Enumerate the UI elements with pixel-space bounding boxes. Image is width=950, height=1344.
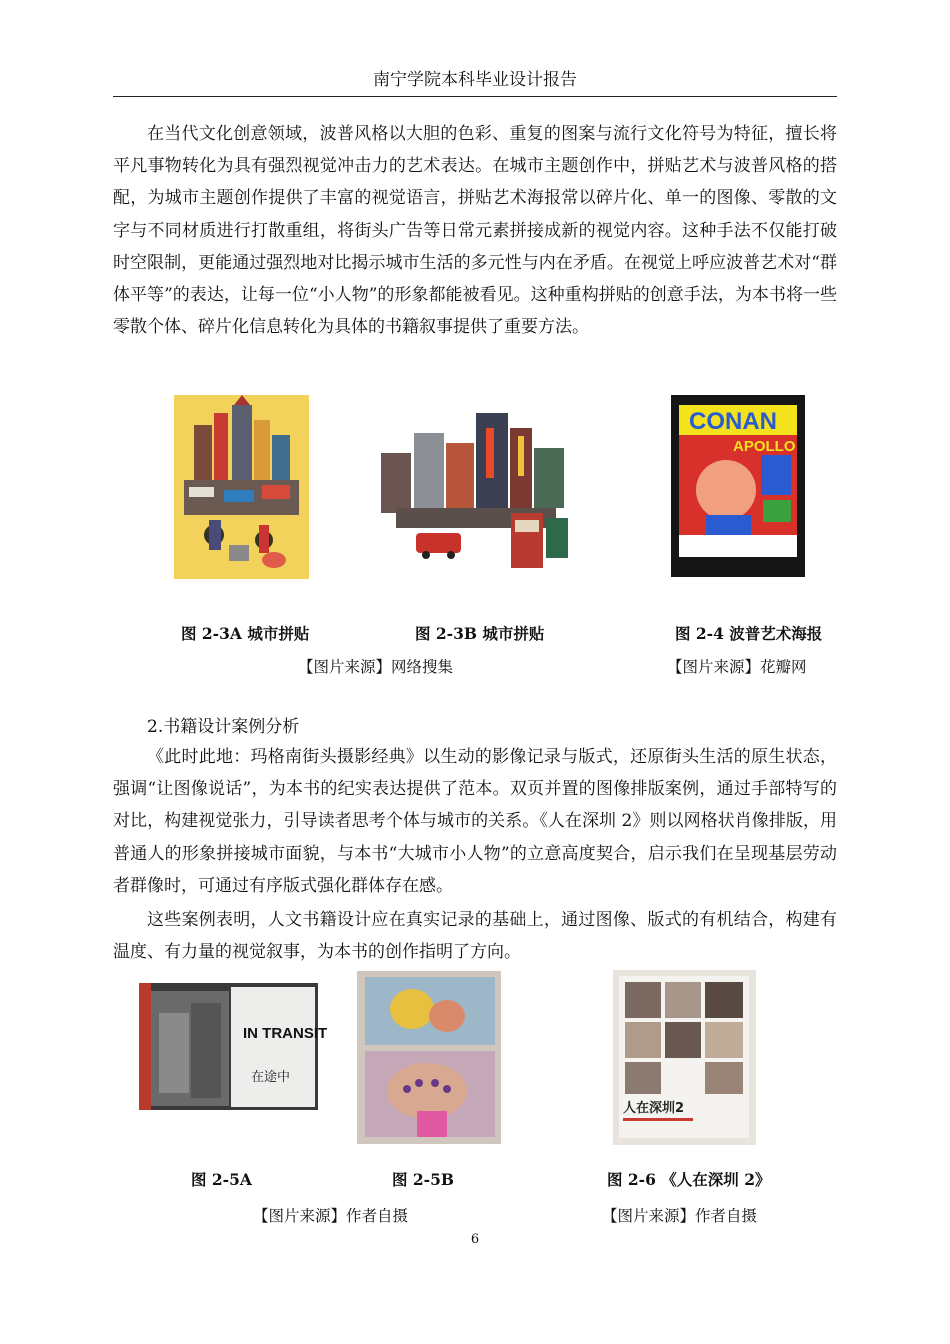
source-figure-2-5: 【图片来源】作者自摄 [253,1207,409,1225]
paragraph-pop-collage: 在当代文化创意领域，波普风格以大胆的色彩、重复的图案与流行文化符号为特征，擅长将平凡事物转化为具有强烈视觉冲击力的艺术表达。在城市主题创作中，拼贴艺术与波普风格的搭配，为城市主题创作提供了丰富的视觉语言，拼贴艺术海报常以碎片化、单一的图像、零散的文字与不同材质进行打散重组，将街头广告等日常元素拼接成新的视觉内容。这种手法不仅能打破时空限制，更能通过强烈地对比揭示城市生活的多元性与内在矛盾。在视觉上呼应波普艺术对“群体平等”的表达，让每一位“小人物”的形象都能被看见。这种重构拼贴的创意手法，为本书将一些零散个体、碎片化信息转化为具体的书籍叙事提供了重要方法。 [113,124,837,338]
paragraph-case-analysis: 《此时此地：玛格南街头摄影经典》以生动的影像记录与版式，还原街头生活的原生状态，强调“让图像说话”，为本书的纪实表达提供了范本。双页并置的图像排版案例，通过手部特写的对比，构建视觉张力，引导读者思考个体与城市的关系。《人在深圳 2》则以网格状肖像排版，用普通人的形象拼接城市面貌，与本书“大城市小人物”的立意高度契合，启示我们在呈现基层劳动者群像时，可通过有序版式强化群体存在感。 [113,747,837,896]
book-title-en-text: IN TRANSIT [243,1025,328,1042]
caption-figure-2-5a: 图 2-5A [191,1170,252,1189]
source-figure-2-4: 【图片来源】花瓣网 [667,658,807,676]
figure-2-6-shenzhen-book [613,970,756,1145]
header-title: 南宁学院本科毕业设计报告 [373,70,577,90]
source-figure-2-3: 【图片来源】网络搜集 [298,658,454,676]
caption-figure-2-5b: 图 2-5B [392,1170,455,1189]
caption-figure-2-6: 图 2-6 《人在深圳 2》 [607,1170,771,1189]
figure-2-4-pop-poster [671,395,805,577]
page-number: 6 [470,1232,480,1247]
poster-title-text: CONAN [689,408,777,435]
caption-figure-2-4: 图 2-4 波普艺术海报 [675,624,823,643]
caption-figure-2-3a: 图 2-3A 城市拼贴 [181,624,310,643]
pop-poster-image [671,395,805,577]
caption-figure-2-3b: 图 2-3B 城市拼贴 [415,624,545,643]
source-figure-2-6: 【图片来源】作者自摄 [602,1207,758,1225]
figure-2-3b-city-collage [376,408,576,576]
figure-2-5b-book-photo [357,971,501,1144]
section-heading-book-design: 2.书籍设计案例分析 [147,717,300,737]
shenzhen-book-image [613,970,756,1145]
hands-spread-image [357,971,501,1144]
shenzhen-book-title-text: 人在深圳2 [623,1101,685,1116]
figure-2-3a-city-collage [174,395,309,579]
poster-subtitle-text: APOLLO [733,438,796,455]
paragraph-conclusion: 这些案例表明，人文书籍设计应在真实记录的基础上，通过图像、版式的有机结合，构建有温度、有力量的视觉叙事，为本书的创作指明了方向。 [113,910,837,963]
book-title-cn-text: 在途中 [251,1070,291,1085]
figure-2-5a-book-photo [139,983,328,1110]
in-transit-book-image [139,983,328,1110]
street-collage-image [376,408,576,576]
city-collage-image [174,395,309,579]
page-header [113,68,837,97]
